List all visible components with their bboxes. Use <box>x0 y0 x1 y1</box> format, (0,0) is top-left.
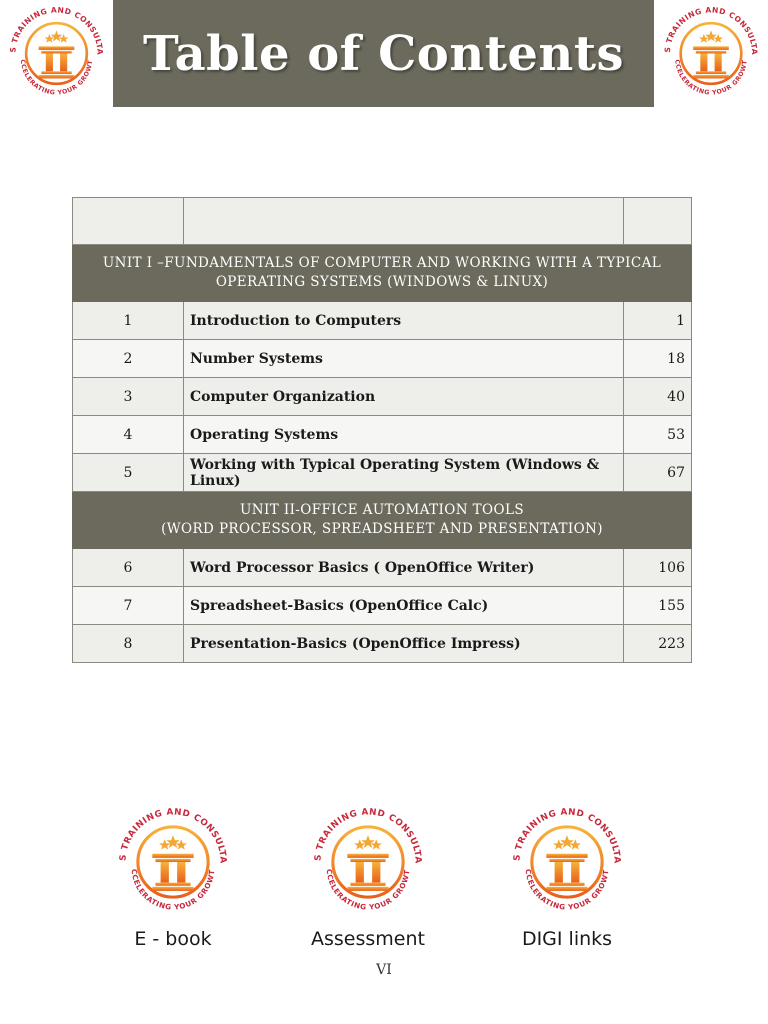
page-title: Table of Contents <box>142 25 625 82</box>
chapter-number: 1 <box>73 302 184 340</box>
chapter-title: Number Systems <box>184 340 624 378</box>
chapter-title: Introduction to Computers <box>184 302 624 340</box>
epics-logo-icon <box>111 800 235 924</box>
page-number: VI <box>376 962 392 978</box>
table-row[interactable] <box>73 340 692 378</box>
assessment-label: Assessment <box>311 928 425 950</box>
chapter-title: Working with Typical Operating System (Windows & Linux) <box>184 454 624 492</box>
unit-title-line1: UNIT II-OFFICE AUTOMATION TOOLS <box>240 502 524 518</box>
chapter-number: 7 <box>73 587 184 625</box>
chapter-number: 6 <box>73 549 184 587</box>
chapter-number: 8 <box>73 625 184 663</box>
chapter-number: 2 <box>73 340 184 378</box>
table-row[interactable] <box>73 587 692 625</box>
table-row[interactable] <box>73 416 692 454</box>
epics-logo-icon <box>654 0 768 107</box>
ebook-label: E - book <box>134 928 212 950</box>
page-reference: 53 <box>624 416 692 454</box>
chapter-title: Word Processor Basics ( OpenOffice Writer) <box>184 549 624 587</box>
page-reference: 223 <box>624 625 692 663</box>
table-row[interactable] <box>73 302 692 340</box>
page-reference: 106 <box>624 549 692 587</box>
unit-title-line1: UNIT I –FUNDAMENTALS OF COMPUTER AND WORKING WITH A TYPICAL <box>102 255 662 271</box>
unit-title <box>73 492 692 549</box>
unit-header-row <box>73 245 692 302</box>
ebook-link[interactable] <box>103 800 243 950</box>
table-row[interactable] <box>73 454 692 492</box>
chapter-title: Computer Organization <box>184 378 624 416</box>
toc-header-row <box>73 198 692 245</box>
unit-title <box>73 245 692 302</box>
chapter-number: 4 <box>73 416 184 454</box>
page-reference: 1 <box>624 302 692 340</box>
chapter-title: Operating Systems <box>184 416 624 454</box>
unit-header-row <box>73 492 692 549</box>
page-reference: 155 <box>624 587 692 625</box>
table-row[interactable] <box>73 378 692 416</box>
table-row[interactable] <box>73 549 692 587</box>
assessment-link[interactable] <box>298 800 438 950</box>
chapter-title: Spreadsheet-Basics (OpenOffice Calc) <box>184 587 624 625</box>
epics-logo-icon <box>306 800 430 924</box>
chapter-title: Presentation-Basics (OpenOffice Impress) <box>184 625 624 663</box>
digi-links-link[interactable] <box>497 800 637 950</box>
epics-logo-icon <box>505 800 629 924</box>
chapter-number: 5 <box>73 454 184 492</box>
table-row[interactable] <box>73 625 692 663</box>
page-reference: 67 <box>624 454 692 492</box>
unit-title-line2: (WORD PROCESSOR, SPREADSHEET AND PRESENTATION) <box>161 521 603 537</box>
unit-title-line2: OPERATING SYSTEMS (WINDOWS & LINUX) <box>215 274 549 290</box>
epics-logo-icon <box>0 0 113 107</box>
resource-links <box>0 800 768 960</box>
toc-table <box>72 197 692 663</box>
digi-links-label: DIGI links <box>521 928 613 950</box>
page-reference: 40 <box>624 378 692 416</box>
page-reference: 18 <box>624 340 692 378</box>
chapter-number: 3 <box>73 378 184 416</box>
